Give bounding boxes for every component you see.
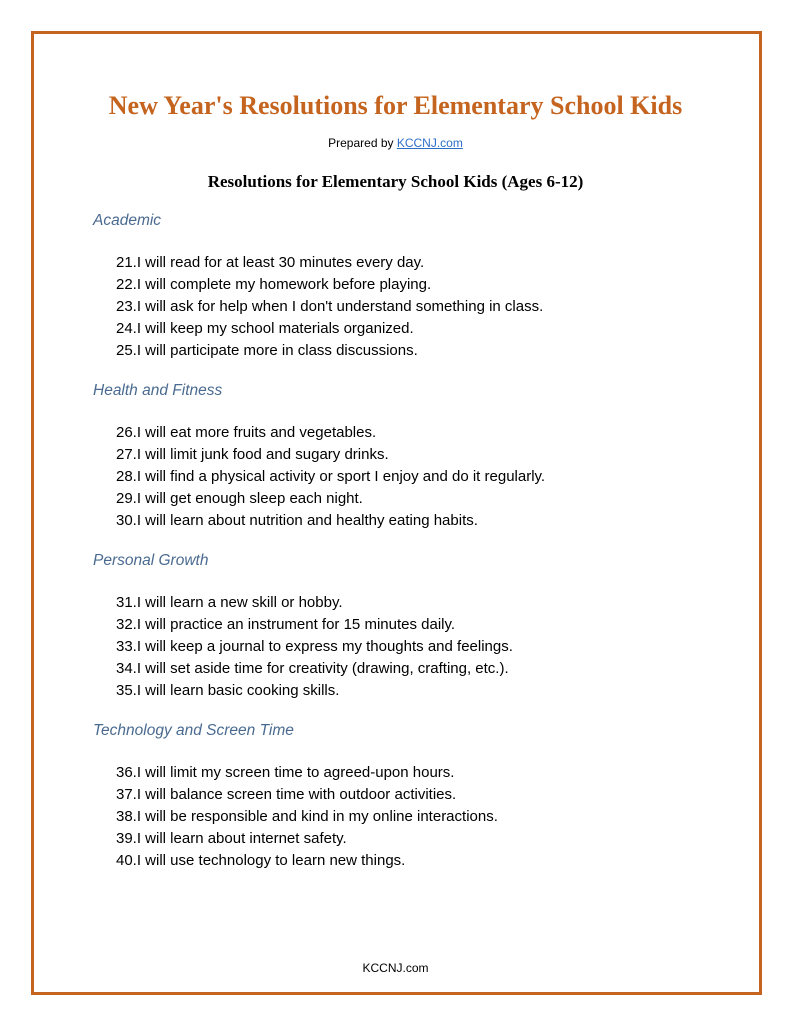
list-item: 40.I will use technology to learn new things. (116, 852, 406, 869)
academic-list (116, 252, 543, 362)
list-item: 22.I will complete my homework before playing. (116, 276, 432, 293)
list-item: 33.I will keep a journal to express my thoughts and feelings. (116, 638, 513, 655)
list-item: 21.I will read for at least 30 minutes every day. (116, 254, 425, 271)
list-item: 31.I will learn a new skill or hobby. (116, 594, 343, 611)
prepared-by-line (0, 136, 791, 150)
list-item: 23.I will ask for help when I don't understand something in class. (116, 298, 544, 315)
section-heading-technology: Technology and Screen Time (93, 722, 294, 739)
list-item: 30.I will learn about nutrition and healthy eating habits. (116, 512, 478, 529)
list-item: 26.I will eat more fruits and vegetables. (116, 424, 377, 441)
health-fitness-list (116, 422, 545, 532)
list-item: 37.I will balance screen time with outdoor activities. (116, 786, 457, 803)
list-item: 35.I will learn basic cooking skills. (116, 682, 340, 699)
list-item: 25.I will participate more in class discussions. (116, 342, 418, 359)
list-item: 27.I will limit junk food and sugary drinks. (116, 446, 389, 463)
kccnj-link[interactable]: KCCNJ.com (396, 136, 463, 150)
list-item: 39.I will learn about internet safety. (116, 830, 347, 847)
document-subtitle: Resolutions for Elementary School Kids (Ages 6-12) (207, 172, 584, 191)
list-item: 32.I will practice an instrument for 15 minutes daily. (116, 616, 456, 633)
section-heading-academic: Academic (93, 212, 162, 229)
list-item: 29.I will get enough sleep each night. (116, 490, 363, 507)
technology-list (116, 762, 498, 872)
section-heading-personal-growth: Personal Growth (93, 552, 209, 569)
list-item: 28.I will find a physical activity or sport I enjoy and do it regularly. (116, 468, 546, 485)
list-item: 34.I will set aside time for creativity (drawing, crafting, etc.). (116, 660, 509, 677)
section-heading-health-fitness: Health and Fitness (93, 382, 223, 399)
list-item: 24.I will keep my school materials organized. (116, 320, 414, 337)
document-title: New Year's Resolutions for Elementary School Kids (108, 91, 683, 120)
list-item: 38.I will be responsible and kind in my online interactions. (116, 808, 498, 825)
personal-growth-list (116, 592, 513, 702)
page-footer: KCCNJ.com (362, 961, 429, 975)
list-item: 36.I will limit my screen time to agreed-upon hours. (116, 764, 455, 781)
prepared-by-label: Prepared by (328, 136, 397, 150)
